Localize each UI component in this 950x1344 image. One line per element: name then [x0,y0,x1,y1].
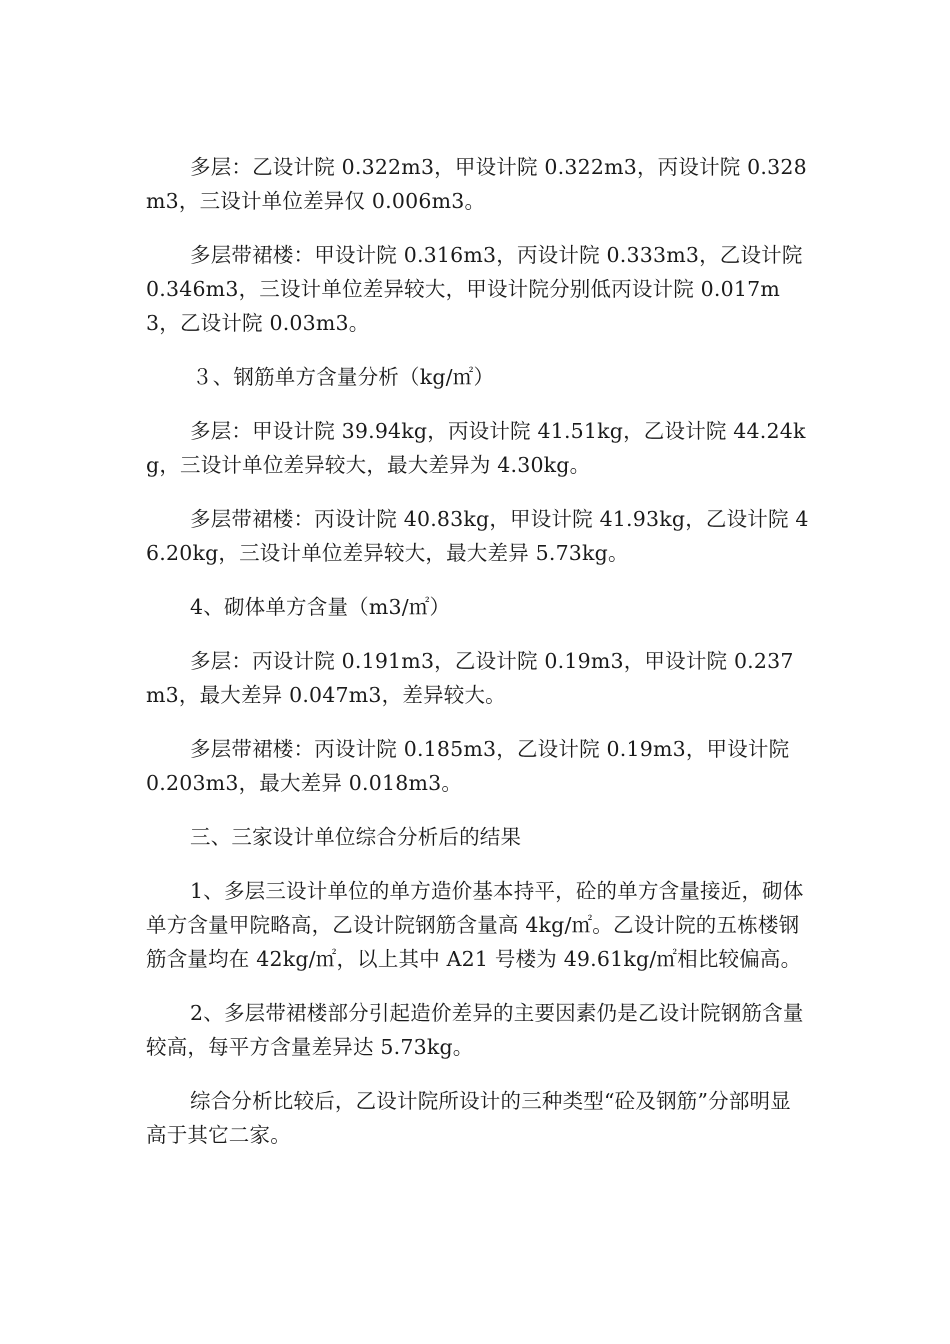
section-heading-rebar: ３、钢筋单方含量分析（kg/㎡） [192,365,495,389]
document-body [146,150,810,1172]
paragraph-masonry-podium: 多层带裙楼：丙设计院 0.185m3，乙设计院 0.19m3，甲设计院 0.203m3，最大差异 0.018m3。 [146,737,790,795]
section-heading-masonry: 4、砌体单方含量（m3/㎡） [190,595,451,619]
paragraph-result-2: 2、多层带裙楼部分引起造价差异的主要因素仍是乙设计院钢筋含量较高，每平方含量差异达 5.73kg。 [146,1001,804,1059]
paragraph-concrete-multistory: 多层：乙设计院 0.322m3，甲设计院 0.322m3，丙设计院 0.328m3，三设计单位差异仅 0.006m3。 [146,155,807,213]
paragraph-concrete-podium: 多层带裙楼：甲设计院 0.316m3，丙设计院 0.333m3，乙设计院 0.346m3，三设计单位差异较大，甲设计院分别低丙设计院 0.017m3，乙设计院 0.03m3。 [146,243,803,335]
paragraph-rebar-multistory: 多层：甲设计院 39.94kg，丙设计院 41.51kg，乙设计院 44.24kg，三设计单位差异较大，最大差异为 4.30kg。 [146,419,806,477]
paragraph-result-1: 1、多层三设计单位的单方造价基本持平，砼的单方含量接近，砌体单方含量甲院略高，乙设计院钢筋含量高 4kg/㎡。乙设计院的五栋楼钢筋含量均在 42kg/㎡，以上其中 A21 号楼为 49.61kg/㎡相比较偏高。 [146,879,804,971]
section-heading-results: 三、三家设计单位综合分析后的结果 [190,825,522,849]
paragraph-masonry-multistory: 多层：丙设计院 0.191m3，乙设计院 0.19m3，甲设计院 0.237m3，最大差异 0.047m3，差异较大。 [146,649,794,707]
paragraph-rebar-podium: 多层带裙楼：丙设计院 40.83kg，甲设计院 41.93kg，乙设计院 46.20kg，三设计单位差异较大，最大差异 5.73kg。 [146,507,809,565]
paragraph-conclusion: 综合分析比较后，乙设计院所设计的三种类型“砼及钢筋”分部明显高于其它二家。 [146,1089,791,1147]
